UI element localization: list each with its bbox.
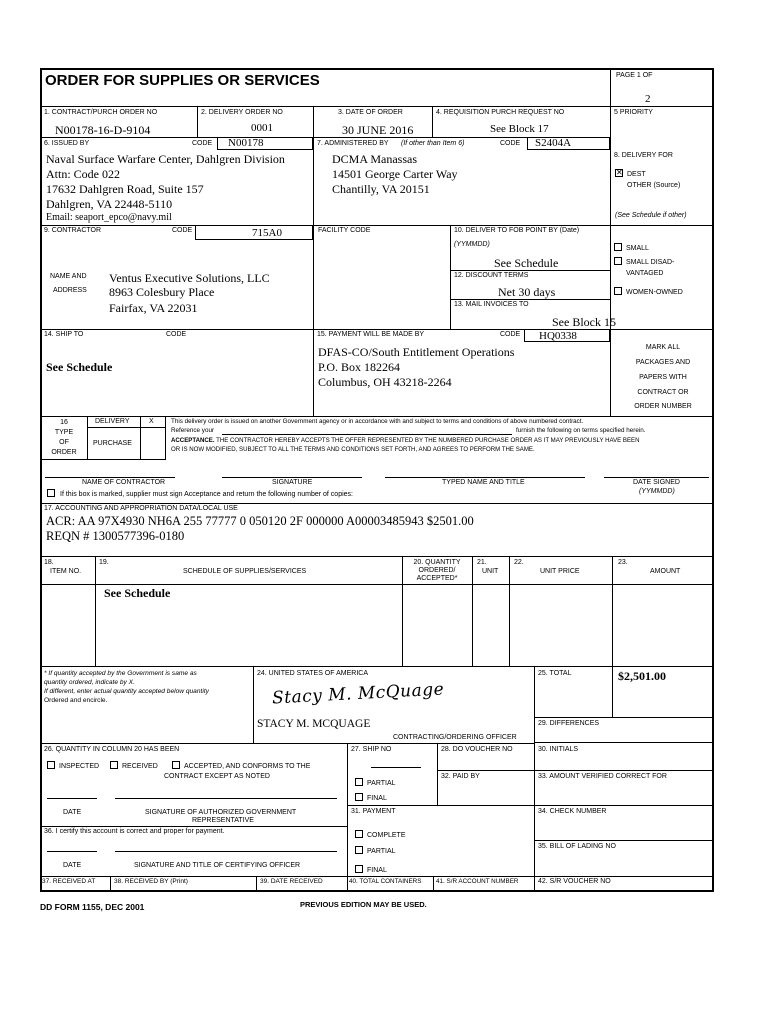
payment-code-value: HQ0338 — [539, 330, 577, 342]
payment-partial-checkbox[interactable] — [355, 846, 363, 854]
line — [509, 556, 510, 666]
total-label: 25. TOTAL — [538, 670, 572, 677]
facility-code-label: FACILITY CODE — [318, 227, 371, 234]
page-total: 2 — [645, 93, 651, 105]
line — [40, 876, 714, 877]
payment-partial-label: PARTIAL — [367, 848, 396, 855]
col18-num: 18. — [44, 559, 54, 566]
form-title: ORDER FOR SUPPLIES OR SERVICES — [45, 72, 320, 89]
do-voucher-label: 28. DO VOUCHER NO — [441, 746, 513, 753]
delivery-order-label: 2. DELIVERY ORDER NO — [201, 109, 283, 116]
contract-value: N00178-16-D-9104 — [55, 123, 151, 137]
initials-label: 30. INITIALS — [538, 746, 579, 753]
administered-note: (If other than Item 6) — [401, 140, 465, 147]
line — [40, 503, 714, 504]
of-label: OF — [59, 439, 69, 446]
certifying-officer-label: SIGNATURE AND TITLE OF CERTIFYING OFFICER — [134, 862, 301, 869]
accepted-label-1: ACCEPTED, AND CONFORMS TO THE — [184, 763, 311, 770]
received-checkbox[interactable] — [110, 761, 118, 769]
discount-label: 12. DISCOUNT TERMS — [454, 272, 529, 279]
typed-name-label: TYPED NAME AND TITLE — [442, 479, 525, 486]
ship-partial-checkbox[interactable] — [355, 778, 363, 786]
small-disadvantaged-checkbox[interactable] — [614, 257, 622, 265]
type-num: 16 — [60, 419, 68, 426]
line — [612, 666, 613, 717]
usa-officer-name: STACY M. MCQUAGE — [257, 718, 371, 730]
line — [313, 106, 314, 225]
col20-label-2: ORDERED/ — [418, 567, 456, 574]
bill-of-lading-label: 35. BILL OF LADING NO — [538, 843, 616, 850]
col23-num: 23. — [618, 559, 628, 566]
line — [347, 805, 714, 806]
line — [534, 840, 714, 841]
sr-account-label: 41. S/R ACCOUNT NUMBER — [436, 878, 519, 885]
payment-line-1: DFAS-CO/South Entitlement Operations — [318, 345, 515, 359]
line — [610, 329, 611, 416]
usa-officer-role: CONTRACTING/ORDERING OFFICER — [393, 734, 517, 741]
line — [450, 225, 451, 329]
col18-label: ITEM NO. — [50, 568, 82, 575]
col22-label: UNIT PRICE — [540, 568, 580, 575]
mark-all-line-4: CONTRACT OR — [637, 389, 689, 396]
payment-final-label: FINAL — [367, 867, 387, 874]
signature-image: Stacy M. McQuage — [271, 679, 445, 709]
col22-num: 22. — [514, 559, 524, 566]
priority-label: 5 PRIORITY — [614, 109, 653, 116]
line — [534, 742, 714, 743]
col21-label: UNIT — [482, 568, 499, 575]
payment-line-2: P.O. Box 182264 — [318, 360, 401, 374]
name-of-contractor-label: NAME OF CONTRACTOR — [82, 479, 166, 486]
dest-checkbox[interactable]: ✕ — [616, 168, 623, 177]
administered-by-label: 7. ADMINISTERED BY — [317, 140, 389, 147]
acceptance-rest: THE CONTRACTOR HEREBY ACCEPTS THE OFFER REPRESENTED BY THE NUMBERED PURCHASE ORDER AS IT MAY PREVIOUSLY HAVE BEEN — [214, 437, 640, 444]
total-containers-label: 40. TOTAL CONTAINERS — [349, 878, 422, 885]
ship-to-value: See Schedule — [46, 360, 113, 374]
small-label: SMALL — [626, 245, 649, 252]
accepted-label-2: CONTRACT EXCEPT AS NOTED — [164, 773, 270, 780]
col23-label: AMOUNT — [650, 568, 681, 575]
quantity-note-3: If different, enter actual quantity accepted below quantity — [44, 688, 209, 695]
address-label: ADDRESS — [53, 287, 87, 294]
line — [313, 225, 314, 416]
delivery-type-mark: X — [149, 418, 154, 425]
line — [197, 106, 198, 137]
fob-date-format: (YYMMDD) — [454, 241, 490, 248]
authorized-signature-label-2: REPRESENTATIVE — [192, 817, 254, 824]
accounting-label: 17. ACCOUNTING AND APPROPRIATION DATA/LOCAL USE — [44, 505, 238, 512]
contractor-line-3: Fairfax, VA 22031 — [109, 301, 198, 315]
women-owned-label: WOMEN-OWNED — [626, 289, 683, 296]
payment-complete-label: COMPLETE — [367, 832, 406, 839]
usa-label: 24. UNITED STATES OF AMERICA — [257, 670, 368, 677]
col21-num: 21. — [477, 559, 487, 566]
line — [256, 876, 257, 892]
quantity-note-4: Ordered and encircle. — [44, 697, 108, 704]
small-disadvantaged-label-1: SMALL DISAD- — [626, 259, 675, 266]
payment-code-label: CODE — [500, 331, 521, 338]
line — [604, 477, 709, 478]
total-value: $2,501.00 — [618, 669, 666, 683]
line — [534, 717, 714, 718]
line — [472, 556, 473, 666]
col20-label-3: ACCEPTED* — [416, 575, 458, 582]
date-received-label: 39. DATE RECEIVED — [260, 878, 323, 885]
accounting-line-1: ACR: AA 97X4930 NH6A 255 77777 0 050120 2F 000000 A00003485943 $2501.00 — [46, 514, 474, 528]
acceptance-copies-text: If this box is marked, supplier must sign Acceptance and return the following number of copies: — [60, 491, 353, 498]
footer-form-id: DD FORM 1155, DEC 2001 — [40, 902, 145, 912]
acceptance-text-2: OR IS NOW MODIFIED, SUBJECT TO ALL THE TERMS AND CONDITIONS SET FORTH, AND AGREES TO PERFORM THE SAME. — [171, 446, 535, 453]
line — [45, 477, 175, 478]
discount-value: Net 30 days — [498, 285, 556, 299]
type-label: TYPE — [54, 429, 74, 436]
issued-line-2: Attn: Code 022 — [46, 167, 120, 181]
issued-line-1: Naval Surface Warfare Center, Dahlgren Division — [46, 152, 285, 166]
contractor-label: 9. CONTRACTOR — [44, 227, 102, 234]
line — [115, 798, 337, 799]
issued-email: Email: seaport_epco@navy.mil — [46, 212, 172, 223]
small-checkbox[interactable] — [614, 243, 622, 251]
line — [371, 767, 421, 768]
administered-code-label: CODE — [500, 140, 521, 147]
mark-all-line-5: ORDER NUMBER — [634, 403, 692, 410]
accounting-line-2: REQN # 1300577396-0180 — [46, 529, 185, 543]
line — [47, 851, 97, 852]
order-label: ORDER — [51, 449, 77, 456]
line — [437, 743, 438, 805]
quantity-col20-label: 26. QUANTITY IN COLUMN 20 HAS BEEN — [44, 746, 180, 753]
delivery-type-label: DELIVERY — [95, 418, 130, 425]
line — [40, 826, 347, 827]
received-label: RECEIVED — [122, 763, 158, 770]
other-source-label: OTHER (Source) — [627, 182, 681, 189]
delivery-for-label: 8. DELIVERY FOR — [614, 152, 673, 159]
line — [534, 666, 535, 892]
contractor-line-1: Ventus Executive Solutions, LLC — [109, 271, 270, 285]
line — [40, 225, 714, 226]
accepted-checkbox[interactable] — [172, 761, 180, 769]
line — [385, 477, 585, 478]
mail-invoices-label: 13. MAIL INVOICES TO — [454, 301, 529, 308]
col19-num: 19. — [99, 559, 109, 566]
contractor-code-label: CODE — [172, 227, 193, 234]
administered-line-1: DCMA Manassas — [332, 152, 418, 166]
ship-no-label: 27. SHIP NO — [351, 746, 392, 753]
issued-line-3: 17632 Dahlgren Road, Suite 157 — [46, 182, 204, 196]
furnish-text: furnish the following on terms specified herein. — [516, 427, 646, 434]
contractor-line-2: 8963 Colesbury Place — [109, 285, 215, 299]
acceptance-text-1 — [171, 437, 640, 444]
administered-line-2: 14501 George Carter Way — [332, 167, 458, 181]
ship-to-label: 14. SHIP TO — [44, 331, 84, 338]
paid-by-label: 32. PAID BY — [441, 773, 480, 780]
name-and-label: NAME AND — [50, 273, 87, 280]
quantity-note-2: quantity ordered, indicate by X. — [44, 679, 135, 686]
check-number-label: 34. CHECK NUMBER — [538, 808, 607, 815]
schedule-if-other-note: (See Schedule if other) — [615, 212, 687, 219]
differences-label: 29. DIFFERENCES — [538, 720, 600, 727]
sr-voucher-label: 42. S/R VOUCHER NO — [538, 878, 611, 885]
inspected-label: INSPECTED — [59, 763, 100, 770]
contractor-code-value: 715A0 — [252, 227, 282, 239]
line — [222, 434, 512, 435]
small-disadvantaged-label-2: VANTAGED — [626, 270, 664, 277]
payment-label: 15. PAYMENT WILL BE MADE BY — [317, 331, 425, 338]
line — [110, 876, 111, 892]
inspected-checkbox[interactable] — [47, 761, 55, 769]
schedule-content: See Schedule — [104, 586, 171, 600]
ship-final-label: FINAL — [367, 795, 387, 802]
fob-value: See Schedule — [494, 256, 559, 270]
line — [40, 106, 714, 107]
payment-line-3: Columbus, OH 43218-2264 — [318, 375, 452, 389]
issued-by-label: 6. ISSUED BY — [44, 140, 90, 147]
line — [115, 851, 337, 852]
line — [432, 106, 433, 137]
received-at-label: 37. RECEIVED AT — [42, 878, 96, 885]
line — [437, 770, 714, 771]
administered-line-3: Chantilly, VA 20151 — [332, 182, 430, 196]
date-signed-format: (YYMMDD) — [639, 488, 675, 495]
reference-your-text: Reference your — [171, 427, 215, 434]
line — [253, 666, 254, 743]
issued-code-label: CODE — [192, 140, 213, 147]
ship-to-code-label: CODE — [166, 331, 187, 338]
line — [47, 798, 97, 799]
mark-all-line-1: MARK ALL — [645, 344, 681, 351]
requisition-label: 4. REQUISITION PURCH REQUEST NO — [436, 109, 565, 116]
signature-label: SIGNATURE — [272, 479, 313, 486]
page-label: PAGE 1 OF — [616, 72, 653, 79]
purchase-type-mark-box[interactable] — [140, 427, 166, 460]
line — [347, 743, 348, 892]
payment31-label: 31. PAYMENT — [351, 808, 396, 815]
fob-label: 10. DELIVER TO FOB POINT BY (Date) — [454, 227, 580, 234]
issued-line-4: Dahlgren, VA 22448-5110 — [46, 197, 173, 211]
date-signed-label: DATE SIGNED — [633, 479, 680, 486]
dest-label: DEST — [627, 171, 646, 178]
issued-code-value: N00178 — [228, 137, 264, 149]
row26-date-label: DATE — [63, 809, 82, 816]
ship-final-checkbox[interactable] — [355, 793, 363, 801]
line — [40, 743, 534, 744]
quantity-note-1: * If quantity accepted by the Government is same as — [44, 670, 197, 677]
order-date-value: 30 JUNE 2016 — [342, 123, 414, 137]
delivery-order-value: 0001 — [251, 122, 273, 134]
line — [433, 876, 434, 892]
contract-label: 1. CONTRACT/PURCH ORDER NO — [44, 109, 158, 116]
purchase-type-label: PURCHASE — [93, 440, 132, 447]
line — [95, 556, 96, 666]
ship-partial-label: PARTIAL — [367, 780, 396, 787]
administered-code-value: S2404A — [535, 137, 572, 149]
delivery-order-text: This delivery order is issued on another Government agency or in accordance with and subject to terms and conditions of above numbered contract. — [171, 418, 584, 425]
line — [610, 68, 611, 329]
order-date-label: 3. DATE OF ORDER — [338, 109, 403, 116]
line — [612, 556, 613, 666]
acceptance-bold: ACCEPTANCE. — [171, 437, 215, 444]
requisition-value: See Block 17 — [490, 123, 549, 135]
payment-final-checkbox[interactable] — [355, 865, 363, 873]
mail-invoices-value: See Block 15 — [552, 315, 616, 329]
authorized-signature-label-1: SIGNATURE OF AUTHORIZED GOVERNMENT — [145, 809, 297, 816]
line — [222, 477, 362, 478]
certify-text: 36. I certify this account is correct and proper for payment. — [44, 828, 225, 835]
row36-date-label: DATE — [63, 862, 82, 869]
mark-all-line-3: PAPERS WITH — [639, 374, 687, 381]
women-owned-checkbox[interactable] — [614, 287, 622, 295]
received-by-label: 38. RECEIVED BY (Print) — [114, 878, 188, 885]
mark-all-line-2: PACKAGES AND — [635, 359, 691, 366]
amount-verified-label: 33. AMOUNT VERIFIED CORRECT FOR — [538, 773, 667, 780]
footer-edition-note: PREVIOUS EDITION MAY BE USED. — [300, 900, 427, 909]
col20-label-1: 20. QUANTITY — [413, 559, 461, 566]
payment-complete-checkbox[interactable] — [355, 830, 363, 838]
acceptance-copies-checkbox[interactable] — [47, 489, 55, 497]
col19-label: SCHEDULE OF SUPPLIES/SERVICES — [183, 568, 307, 575]
